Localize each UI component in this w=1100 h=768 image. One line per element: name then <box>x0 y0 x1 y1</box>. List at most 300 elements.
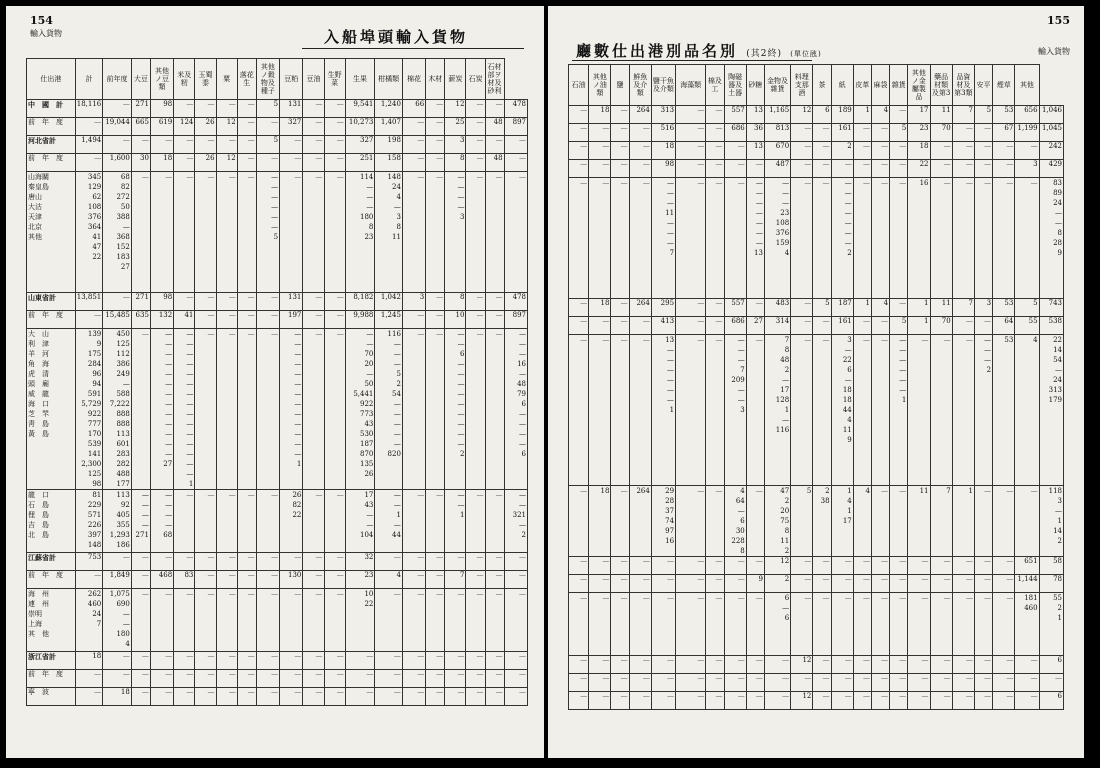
table-cell: — <box>589 335 611 486</box>
table-cell: — <box>952 124 974 142</box>
table-cell: — <box>174 589 195 652</box>
table-cell: 7 <box>952 106 974 124</box>
table-cell: — <box>324 652 345 670</box>
table-row <box>569 124 1064 142</box>
table-cell: 1,075 690 — — 180 4 <box>103 589 132 652</box>
table-cell: — <box>611 160 629 178</box>
table-cell: — <box>195 553 216 571</box>
table-cell: — — — — — — — — — — — — — 27 <box>150 329 173 490</box>
table-cell: — <box>706 656 724 674</box>
table-cell: 9,541 <box>345 100 375 118</box>
table-cell: — <box>853 674 871 692</box>
column-header: 其他ノ金屬製品 <box>908 65 930 106</box>
table-cell: — <box>724 593 746 656</box>
table-cell: — <box>485 329 504 490</box>
column-header: 藥品材類及第3 <box>930 65 952 106</box>
table-cell: — — 321 — 2 <box>504 490 527 553</box>
table-cell: — <box>629 317 651 335</box>
table-cell: — <box>174 293 195 311</box>
table-cell: 189 <box>831 106 853 124</box>
table-cell: 314 <box>764 317 790 335</box>
table-cell: — <box>629 656 651 674</box>
table-cell: — <box>993 674 1015 692</box>
table-cell: — <box>993 656 1015 674</box>
table-cell: — <box>952 557 974 575</box>
table-cell: — <box>706 557 724 575</box>
table-cell: — <box>629 335 651 486</box>
row-label: 前 年 度 <box>27 154 76 172</box>
table-cell: — <box>791 124 813 142</box>
table-cell: — <box>629 692 651 710</box>
table-cell: — <box>466 589 485 652</box>
table-cell: 132 <box>150 311 173 329</box>
table-cell: — <box>589 124 611 142</box>
table-row <box>569 575 1064 593</box>
table-cell: — <box>237 118 256 136</box>
table-cell: — <box>791 160 813 178</box>
table-cell: — <box>993 575 1015 593</box>
table-cell: 18 <box>75 652 103 670</box>
table-cell: — <box>993 692 1015 710</box>
table-header <box>27 59 528 100</box>
table-cell: — <box>426 652 445 670</box>
table-row <box>27 100 528 118</box>
column-header: 棉及工 <box>706 65 724 106</box>
table-cell: — <box>466 100 485 118</box>
table-cell: 9,988 <box>345 311 375 329</box>
table-cell: — <box>426 490 445 553</box>
table-cell: — <box>150 553 173 571</box>
table-cell: 6 <box>1039 656 1063 674</box>
row-label: 前 年 度 <box>27 670 76 688</box>
table-cell: 483 <box>764 299 790 317</box>
table-cell: 41 <box>174 311 195 329</box>
table-cell: 139 9 175 284 96 94 591 5,729 922 777 170 539 141 2,300 125 98 <box>75 329 103 490</box>
table-row <box>569 674 1064 692</box>
column-header: 粟 <box>216 59 237 100</box>
table-cell: — — 1 <box>445 490 466 553</box>
table-cell: — <box>676 317 706 335</box>
table-cell: 158 <box>375 154 403 172</box>
table-cell: — <box>150 652 173 670</box>
table-cell: — <box>324 329 345 490</box>
table-cell: — <box>150 136 173 154</box>
table-cell: — <box>611 692 629 710</box>
table-cell: 187 <box>831 299 853 317</box>
table-cell: — <box>256 293 279 311</box>
table-cell: — <box>195 670 216 688</box>
table-cell: — <box>853 557 871 575</box>
table-cell: — <box>216 311 237 329</box>
table-cell: — <box>324 154 345 172</box>
table-cell: — — — — — — — 13 <box>746 178 764 299</box>
table-cell: 12 <box>445 100 466 118</box>
table-cell: — <box>75 154 103 172</box>
column-header: 生果 <box>345 59 375 100</box>
table-cell: — <box>237 490 256 553</box>
import-table-right <box>568 64 1064 710</box>
table-cell: 161 <box>831 124 853 142</box>
table-cell: — <box>569 106 589 124</box>
table-row <box>569 486 1064 557</box>
title-text: 廳數仕出港別品名別 <box>576 42 739 60</box>
table-cell: — <box>853 317 871 335</box>
table-cell: — <box>324 670 345 688</box>
table-cell: — <box>724 142 746 160</box>
table-cell: — <box>256 688 279 706</box>
table-cell: — <box>303 490 324 553</box>
row-label: 寧 波 <box>27 688 76 706</box>
table-cell: — <box>504 553 527 571</box>
table-cell: — <box>324 571 345 589</box>
table-cell: 478 <box>504 100 527 118</box>
row-label: 龍 口 石 島 俚 島 吉 島 北 島 <box>27 490 76 553</box>
table-cell: — <box>813 124 831 142</box>
table-cell: — <box>629 593 651 656</box>
table-row <box>27 136 528 154</box>
table-cell: — <box>75 311 103 329</box>
table-cell: — <box>724 656 746 674</box>
table-cell: — <box>676 486 706 557</box>
table-cell: 11 <box>908 486 930 557</box>
table-cell: 5 <box>791 486 813 557</box>
table-cell: — <box>426 311 445 329</box>
table-cell: — <box>890 575 908 593</box>
table-cell: 12 <box>791 656 813 674</box>
table-cell: 897 <box>504 118 527 136</box>
table-row <box>27 652 528 670</box>
table-cell: — <box>569 656 589 674</box>
table-cell: 665 <box>131 118 150 136</box>
column-header: 大豆 <box>131 59 150 100</box>
table-cell: — <box>651 557 675 575</box>
table-cell: — <box>930 178 952 299</box>
table-cell: — <box>974 124 992 142</box>
table-row <box>27 154 528 172</box>
table-cell: 6 <box>1039 692 1063 710</box>
table-cell: — <box>974 160 992 178</box>
table-cell: — <box>831 656 853 674</box>
table-cell: — <box>303 571 324 589</box>
table-cell: — <box>303 553 324 571</box>
table-cell: — <box>195 329 216 490</box>
table-cell: — <box>930 593 952 656</box>
table-cell: — <box>237 100 256 118</box>
table-cell: — <box>569 142 589 160</box>
table-cell: — <box>280 589 303 652</box>
table-cell: 3 <box>445 136 466 154</box>
table-cell: — <box>952 178 974 299</box>
table-cell: 670 <box>764 142 790 160</box>
column-header: 鹽 <box>611 65 629 106</box>
column-header: 前年度 <box>103 59 132 100</box>
table-cell: 8,182 <box>345 293 375 311</box>
table-cell: 5 <box>974 106 992 124</box>
table-cell: — <box>706 674 724 692</box>
table-cell: — <box>952 317 974 335</box>
table-cell: 1,165 <box>764 106 790 124</box>
table-cell: 538 <box>1039 317 1063 335</box>
table-cell: — <box>853 335 871 486</box>
table-cell: 18,116 <box>75 100 103 118</box>
table-cell: — <box>174 652 195 670</box>
table-cell: 4 <box>375 571 403 589</box>
table-cell: 1,042 <box>375 293 403 311</box>
table-cell: — <box>237 172 256 293</box>
table-cell: — — — — — — 5 <box>256 172 279 293</box>
table-cell: 5 <box>256 136 279 154</box>
table-cell: — <box>485 670 504 688</box>
column-header: 其他ノ穀物及種子 <box>256 59 279 100</box>
table-cell: — <box>611 178 629 299</box>
table-cell: 3 — 22 6 — 18 18 44 4 11 9 <box>831 335 853 486</box>
table-cell: — <box>237 136 256 154</box>
table-cell: — <box>569 178 589 299</box>
table-cell: — <box>466 329 485 490</box>
table-cell: 264 <box>629 299 651 317</box>
table-cell: — <box>402 311 425 329</box>
table-cell: — <box>974 674 992 692</box>
table-cell: — <box>930 692 952 710</box>
table-cell: 487 <box>764 160 790 178</box>
table-cell: — <box>485 652 504 670</box>
table-cell: — <box>426 688 445 706</box>
table-cell: — <box>993 160 1015 178</box>
table-row <box>27 490 528 553</box>
table-cell: — <box>103 293 132 311</box>
table-cell: 29 28 37 74 97 16 <box>651 486 675 557</box>
table-cell: — <box>706 124 724 142</box>
table-cell: — <box>930 142 952 160</box>
table-cell: — <box>974 178 992 299</box>
table-cell: 468 <box>150 571 173 589</box>
table-cell: — <box>764 692 790 710</box>
title-subtitle: (其2終) <box>746 49 782 59</box>
table-cell: — <box>1039 674 1063 692</box>
table-cell: 12 <box>216 154 237 172</box>
table-cell: 313 <box>651 106 675 124</box>
table-cell: — <box>589 575 611 593</box>
row-label: 前 年 度 <box>27 311 76 329</box>
table-cell: — <box>853 160 871 178</box>
table-cell: — <box>75 670 103 688</box>
table-cell: — <box>589 317 611 335</box>
row-label: 中 國 計 <box>27 100 76 118</box>
table-row <box>27 670 528 688</box>
table-cell: — <box>831 692 853 710</box>
table-cell: 6 — 6 <box>764 593 790 656</box>
table-cell: — <box>103 100 132 118</box>
table-cell: — <box>485 571 504 589</box>
table-cell: — <box>256 154 279 172</box>
table-cell: — <box>150 589 173 652</box>
table-cell: — <box>131 571 150 589</box>
table-cell: — <box>908 557 930 575</box>
table-cell: — <box>952 142 974 160</box>
table-cell: — <box>930 656 952 674</box>
table-cell: — <box>375 670 403 688</box>
table-cell: 131 <box>280 293 303 311</box>
table-cell: 11 <box>930 106 952 124</box>
table-cell: — <box>676 557 706 575</box>
table-cell: — <box>746 674 764 692</box>
table-cell: — <box>930 674 952 692</box>
table-cell: — <box>651 674 675 692</box>
table-cell: — <box>445 652 466 670</box>
table-cell: — — — 23 108 376 159 4 <box>764 178 790 299</box>
table-cell: — <box>589 692 611 710</box>
table-cell: — <box>216 100 237 118</box>
table-cell: — <box>629 557 651 575</box>
table-row <box>569 160 1064 178</box>
table-cell: — <box>216 571 237 589</box>
table-cell: 53 <box>993 335 1015 486</box>
table-cell: — <box>324 100 345 118</box>
table-cell: 1,245 <box>375 311 403 329</box>
table-cell: — <box>237 293 256 311</box>
table-cell: — <box>280 154 303 172</box>
table-cell: — <box>237 652 256 670</box>
table-cell: — <box>216 652 237 670</box>
table-cell: — <box>871 656 889 674</box>
table-cell: — <box>485 100 504 118</box>
table-cell: — <box>651 656 675 674</box>
table-row <box>569 593 1064 656</box>
table-cell: 4 <box>871 299 889 317</box>
table-cell: 651 <box>1015 557 1039 575</box>
column-header: 金物及雜貨 <box>764 65 790 106</box>
table-cell: — <box>611 124 629 142</box>
table-cell: — <box>375 589 403 652</box>
table-cell: — <box>706 142 724 160</box>
table-cell: — <box>724 674 746 692</box>
table-cell: — <box>813 593 831 656</box>
table-cell: — <box>831 160 853 178</box>
table-cell: 478 <box>504 293 527 311</box>
table-cell: — <box>426 589 445 652</box>
table-cell: — <box>131 688 150 706</box>
table-cell: — <box>611 674 629 692</box>
table-cell: — <box>195 172 216 293</box>
table-cell: — <box>890 299 908 317</box>
table-row <box>27 688 528 706</box>
import-table-left <box>26 58 528 706</box>
table-cell: — <box>993 486 1015 557</box>
table-cell: — <box>256 571 279 589</box>
table-cell: — — 70 20 — 50 5,441 922 773 43 530 187 870 135 26 <box>345 329 375 490</box>
row-label: 江蘇省計 <box>27 553 76 571</box>
table-cell: — <box>706 178 724 299</box>
table-cell: — <box>791 575 813 593</box>
table-cell: 30 <box>131 154 150 172</box>
table-cell: — <box>676 106 706 124</box>
table-cell: 81 229 571 226 397 148 <box>75 490 103 553</box>
table-cell: — <box>426 293 445 311</box>
table-cell: 47 2 20 75 8 11 2 <box>764 486 790 557</box>
table-cell: — <box>426 329 445 490</box>
table-cell: 148 24 4 — 3 8 11 <box>375 172 403 293</box>
table-cell: — <box>131 136 150 154</box>
table-cell: — <box>890 593 908 656</box>
table-cell: — <box>504 670 527 688</box>
table-cell: — <box>589 160 611 178</box>
table-cell: — <box>908 335 930 486</box>
table-cell: — <box>611 656 629 674</box>
table-cell: — <box>993 178 1015 299</box>
title-rule <box>302 48 524 49</box>
table-row <box>27 571 528 589</box>
table-cell: 116 — — — 5 2 54 — — — — — 820 <box>375 329 403 490</box>
title-rule <box>572 60 812 61</box>
table-cell: 345 129 62 108 376 364 41 47 22 <box>75 172 103 293</box>
table-cell: 686 <box>724 317 746 335</box>
table-cell: — <box>256 490 279 553</box>
table-cell: — <box>853 124 871 142</box>
table-cell: — <box>569 299 589 317</box>
table-cell: 686 <box>724 124 746 142</box>
table-cell: — <box>280 688 303 706</box>
table-cell: — <box>746 335 764 486</box>
table-cell: — <box>303 329 324 490</box>
table-cell: — <box>853 656 871 674</box>
table-cell: — <box>589 557 611 575</box>
table-cell: 10 22 <box>345 589 375 652</box>
table-cell: — — — — — — — — — — — — — — — 1 <box>174 329 195 490</box>
table-row <box>569 335 1064 486</box>
table-cell: — <box>445 670 466 688</box>
table-cell: 5 <box>813 299 831 317</box>
table-cell: — <box>280 553 303 571</box>
table-cell: — <box>303 652 324 670</box>
table-cell: — <box>908 692 930 710</box>
column-header: 仕出港 <box>27 59 76 100</box>
table-cell: — <box>724 557 746 575</box>
table-cell: 181 460 <box>1015 593 1039 656</box>
table-cell: — <box>466 118 485 136</box>
table-cell: — <box>871 557 889 575</box>
table-cell: — <box>791 674 813 692</box>
table-cell: — — — — — — — 2 <box>831 178 853 299</box>
table-cell: 4 64 — 6 30 228 8 <box>724 486 746 557</box>
table-cell: — <box>890 142 908 160</box>
table-cell: — <box>908 656 930 674</box>
table-cell: — <box>237 589 256 652</box>
table-cell: — <box>993 142 1015 160</box>
table-cell: 1 <box>908 317 930 335</box>
table-cell: — <box>569 557 589 575</box>
table-cell: — <box>651 692 675 710</box>
table-cell: — <box>445 553 466 571</box>
table-cell: — <box>890 178 908 299</box>
table-cell: — <box>195 571 216 589</box>
table-cell: 12 <box>764 557 790 575</box>
page-number: 154 <box>30 14 53 27</box>
table-cell: — <box>485 553 504 571</box>
table-cell: — <box>890 656 908 674</box>
column-header: 煙草 <box>993 65 1015 106</box>
table-cell: — <box>131 329 150 490</box>
table-cell: — <box>611 575 629 593</box>
table-cell: — <box>303 154 324 172</box>
table-cell: — <box>676 593 706 656</box>
table-cell: 413 <box>651 317 675 335</box>
table-cell: 2 <box>764 575 790 593</box>
table-cell: — <box>993 593 1015 656</box>
table-cell: 8 <box>445 293 466 311</box>
table-cell: — <box>791 593 813 656</box>
table-cell: — <box>150 688 173 706</box>
table-cell: — <box>324 311 345 329</box>
